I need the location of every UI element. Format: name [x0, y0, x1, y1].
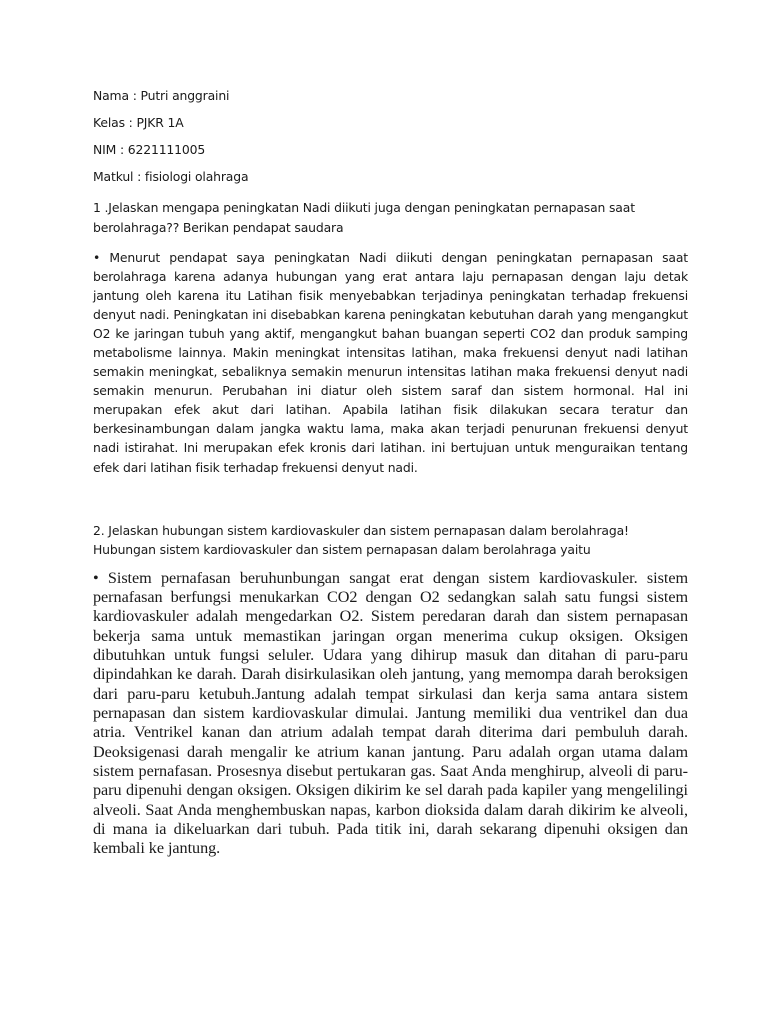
- document-page: [93, 88, 688, 859]
- answer-2: • Sistem pernafasan beruhunbungan sangat erat dengan sistem kardiovaskuler. sistem pernafasan berfungsi menukarkan CO2 dengan O2 sedangkan salah satu fungsi sistem kardiovaskuler adalah mengedarkan O2. Sistem peredaran darah dan sistem pernapasan bekerja sama untuk memastikan jaringan organ menerima cukup oksigen. Oksigen dibutuhkan untuk fungsi seluler. Udara yang dihirup masuk dan ditahan di paru-paru dipindahkan ke darah. Darah disirkulasikan oleh jantung, yang memompa darah beroksigen dari paru-paru ketubuh.Jantung adalah tempat sirkulasi dan kerja sama antara sistem pernapasan dan sistem kardiovaskular dimulai. Jantung memiliki dua ventrikel dan dua atria. Ventrikel kanan dan atrium adalah tempat darah diterima dari pembuluh darah. Deoksigenasi darah mengalir ke atrium kanan jantung. Paru adalah organ utama dalam sistem pernafasan. Prosesnya disebut pertukaran gas. Saat Anda menghirup, alveoli di paru-paru dipenuhi dengan oksigen. Oksigen dikirim ke sel darah pada kapiler yang mengelilingi alveoli. Saat Anda menghembuskan napas, karbon dioksida dalam darah dikirim ke alveoli, di mana ia dikeluarkan dari tubuh. Pada titik ini, darah sekarang dipenuhi oksigen dan kembali ke jantung.: [93, 568, 688, 858]
- question-1: 1 .Jelaskan mengapa peningkatan Nadi diikuti juga dengan peningkatan pernapasan saat berolahraga?? Berikan pendapat saudara: [93, 200, 635, 235]
- student-nim: NIM : 6221111005: [93, 142, 206, 157]
- student-info: [93, 88, 688, 196]
- student-name: Nama : Putri anggraini: [93, 88, 230, 103]
- answer-1: • Menurut pendapat saya peningkatan Nadi diikuti dengan peningkatan pernapasan saat berolahraga karena adanya hubungan yang erat antara laju pernapasan dengan laju detak jantung oleh karena itu Latihan fisik menyebabkan terjadinya peningkatan terhadap frekuensi denyut nadi. Peningkatan ini disebabkan karena peningkatan kebutuhan darah yang mengangkut O2 ke jaringan tubuh yang aktif, mengangkut bahan buangan seperti CO2 dan produk samping metabolisme lainnya. Makin meningkat intensitas latihan, maka frekuensi denyut nadi latihan semakin meningkat, sebaliknya semakin menurun intensitas latihan maka frekuensi denyut nadi semakin menurun. Perubahan ini diatur oleh sistem saraf dan sistem hormonal. Hal ini merupakan efek akut dari latihan. Apabila latihan fisik dilakukan secara teratur dan berkesinambungan dalam jangka waktu lama, maka akan terjadi penurunan frekuensi denyut nadi istirahat. Ini merupakan efek kronis dari latihan. ini bertujuan untuk menguraikan tentang efek dari latihan fisik terhadap frekuensi denyut nadi.: [93, 250, 688, 475]
- question-2-block: [93, 521, 688, 559]
- student-class: Kelas : PJKR 1A: [93, 115, 184, 130]
- question-2: 2. Jelaskan hubungan sistem kardiovaskuler dan sistem pernapasan dalam berolahraga!: [93, 522, 629, 538]
- course-name: Matkul : fisiologi olahraga: [93, 169, 249, 184]
- answer-2-intro: Hubungan sistem kardiovaskuler dan sistem pernapasan dalam berolahraga yaitu: [93, 541, 591, 557]
